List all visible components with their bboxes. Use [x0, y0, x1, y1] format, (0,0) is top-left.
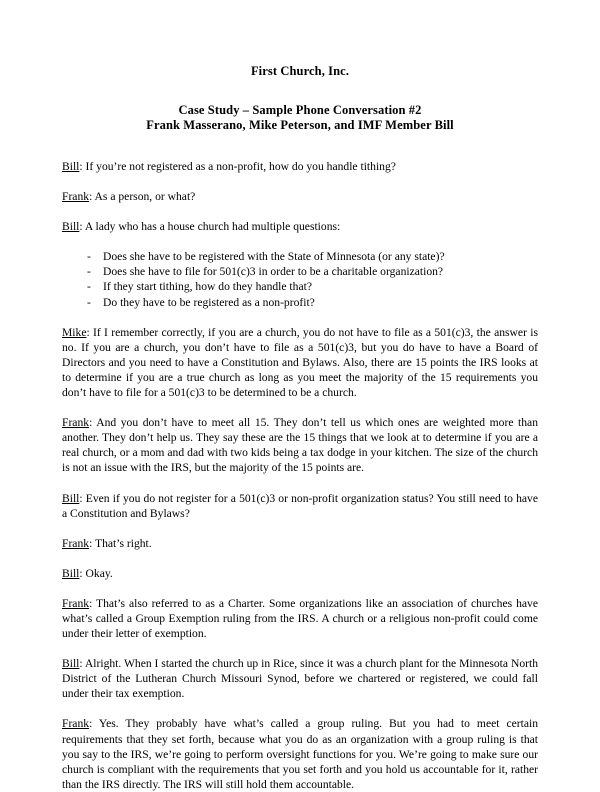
speaker-label: Mike — [62, 325, 87, 339]
speaker-separator: : — [89, 416, 97, 430]
dialogue-entry — [62, 491, 538, 521]
speaker-separator: : — [86, 325, 94, 339]
subtitle-participants: Frank Masserano, Mike Peterson, and IMF Member Bill — [146, 118, 454, 132]
speaker-label: Frank — [62, 596, 90, 610]
dialogue-text: Yes. They probably have what’s called a group ruling. But you had to meet certain requirements that they set forth, because what you do as an organization with a group ruling is that you say to the IRS, we’re going to perform oversight functions for you. We’re going to make sure our church is compliant with the requirements that you set forth and you hold us accountable for it, rather than the IRS directly. The IRS will still hold them accountable. — [62, 717, 538, 791]
dialogue-entry — [62, 716, 538, 791]
question-list — [62, 249, 538, 309]
bullet-dash: - — [87, 295, 91, 309]
dialogue-entry — [62, 325, 538, 400]
dialogue-entry — [62, 159, 538, 174]
dialogue-text: That’s right. — [94, 536, 152, 550]
dialogue-text: That’s also referred to as a Charter. Some organizations like an association of churches have what’s called a Group Exemption ruling from the IRS. A church or a religious non-profit could come under their letter of exemption. — [62, 596, 538, 641]
dialogue-entry — [62, 536, 538, 551]
document-subtitle — [0, 103, 600, 133]
speaker-separator: : — [79, 657, 85, 671]
dialogue-text: As a person, or what? — [94, 190, 196, 204]
speaker-label: Bill — [62, 220, 80, 234]
list-item-text: Do they have to be registered as a non-profit? — [103, 295, 315, 309]
dialogue-entry — [62, 596, 538, 641]
speaker-separator: : — [89, 717, 99, 731]
dialogue-text: If I remember correctly, if you are a church, you do not have to file as a 501(c)3, the answer is no. If you are a church, you don’t have to file as a 501(c)3, but you do have to have a Board of Directors and you need to have a Constitution and Bylaws. Also, there are 15 points the IRS looks at to determine if you are a true church as long as you meet the majority of the 15 requirements you don’t have to file for a 501(c)3 to be determined to be a church. — [62, 325, 538, 400]
list-item — [62, 249, 538, 264]
dialogue-text: Okay. — [85, 566, 113, 580]
dialogue-text: A lady who has a house church had multiple questions: — [84, 220, 341, 234]
list-item-text: If they start tithing, how do they handle that? — [103, 280, 312, 294]
speaker-label: Frank — [62, 536, 90, 550]
speaker-label: Bill — [62, 491, 80, 505]
list-item — [62, 264, 538, 279]
dialogue-text: And you don’t have to meet all 15. They don’t tell us which ones are weighted more than another. They don’t help us. They say these are the 15 things that we look at to determine if you are a real church, or a mom and dad with two kids being a tax dodge in your kitchen. The size of the church is not an issue with the IRS, but the majority of the 15 points are. — [62, 416, 538, 475]
speaker-separator: : — [89, 190, 95, 204]
bullet-dash: - — [87, 250, 91, 264]
speaker-separator: : — [79, 160, 86, 173]
list-item-text: Does she have to file for 501(c)3 in order to be a charitable organization? — [103, 265, 444, 279]
dialogue-text: Even if you do not register for a 501(c)3 or non-profit organization status? You still need to have a Constitution and Bylaws? — [62, 491, 538, 520]
dialogue-text: Alright. When I started the church up in Rice, since it was a church plant for the Minnesota North District of the Lutheran Church Missouri Synod, before we chartered or registered, we could fall under their tax exemption. — [62, 657, 538, 701]
speaker-label: Bill — [62, 657, 80, 671]
speaker-label: Bill — [62, 566, 80, 580]
speaker-separator: : — [89, 596, 97, 610]
speaker-label: Frank — [62, 717, 90, 731]
dialogue-entry — [62, 189, 538, 204]
dialogue-entry — [62, 656, 538, 701]
list-item — [62, 279, 538, 294]
speaker-separator: : — [79, 566, 86, 580]
list-item — [62, 295, 538, 310]
speaker-label: Frank — [62, 416, 90, 430]
bullet-dash: - — [87, 265, 91, 279]
speaker-separator: : — [89, 536, 95, 550]
speaker-separator: : — [79, 491, 86, 505]
document-header — [0, 0, 600, 78]
document-body — [0, 159, 600, 792]
list-item-text: Does she have to be registered with the State of Minnesota (or any state)? — [103, 250, 445, 264]
speaker-separator: : — [79, 220, 85, 234]
subtitle-case-study: Case Study – Sample Phone Conversation #2 — [178, 103, 422, 117]
page-title: First Church, Inc. — [250, 64, 350, 78]
dialogue-entry — [62, 415, 538, 475]
dialogue-entry — [62, 566, 538, 581]
speaker-label: Bill — [62, 160, 80, 173]
dialogue-text: If you’re not registered as a non-profit, how do you handle tithing? — [85, 160, 396, 173]
bullet-dash: - — [87, 280, 91, 294]
speaker-label: Frank — [62, 190, 90, 204]
dialogue-entry — [62, 219, 538, 234]
